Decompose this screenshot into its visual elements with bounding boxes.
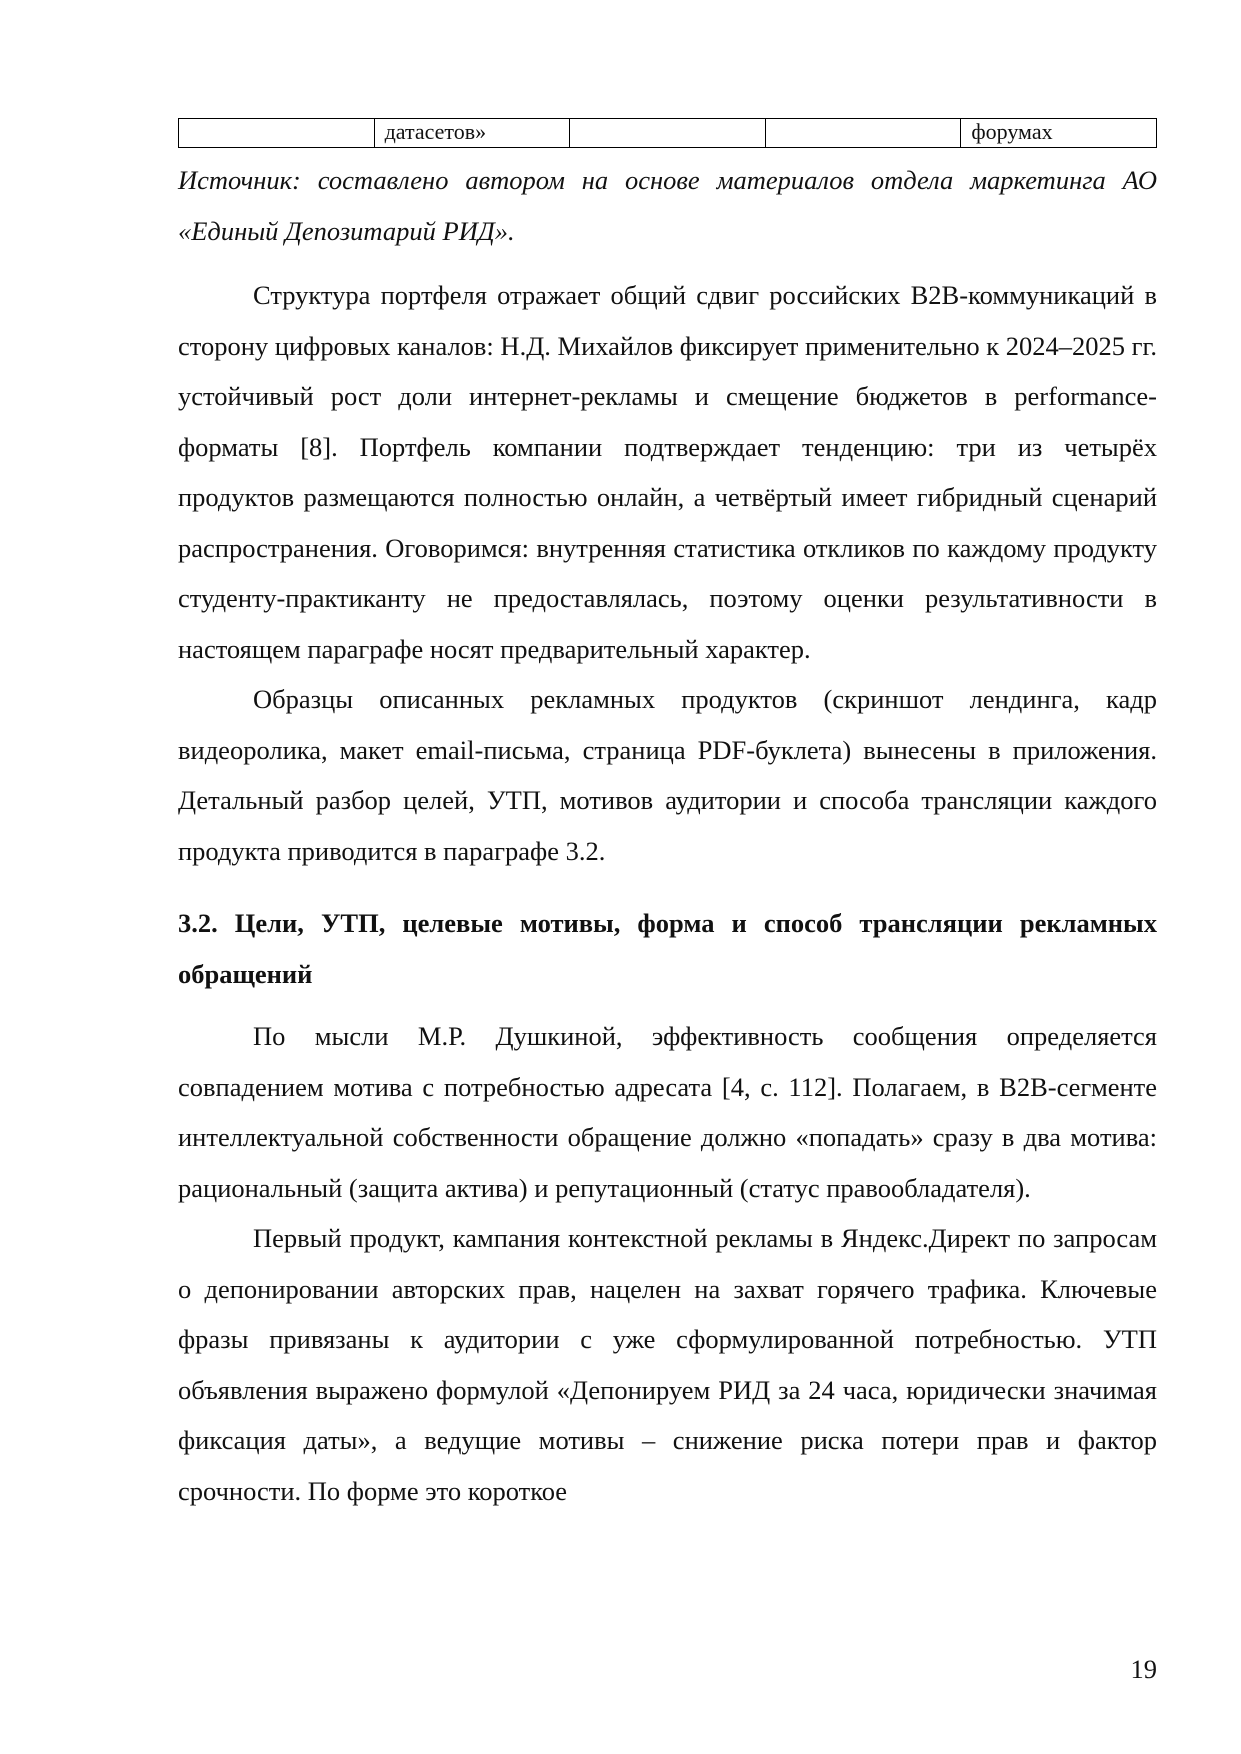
table-cell: форумах [961,119,1157,148]
body-paragraph: По мысли М.Р. Душкиной, эффективность сообщения определяется совпадением мотива с потребностью адресата [4, с. 112]. Полагаем, в B2B-сегменте интеллектуальной собственности обращение должно «попадать» сразу в два мотива: рациональный (защита актива) и репутационный (статус правообладателя). [178,1021,1157,1203]
body-paragraph: Структура портфеля отражает общий сдвиг российских B2B-коммуникаций в сторону цифровых каналов: Н.Д. Михайлов фиксирует применительно к 2024–2025 гг. устойчивый рост доли интернет-рекламы и смещение бюджетов в performance-форматы [8]. Портфель компании подтверждает тенденцию: три из четырёх продуктов размещаются полностью онлайн, а четвёртый имеет гибридный сценарий распространения. Оговоримся: внутренняя статистика откликов по каждому продукту студенту-практиканту не предоставлялась, поэтому оценки результативности в настоящем параграфе носят предварительный характер. [178,280,1157,664]
table-source-note: Источник: составлено автором на основе материалов отдела маркетинга АО «Единый Депозитарий РИД». [178,165,1157,246]
page-number: 19 [1130,1654,1157,1684]
body-paragraph: Образцы описанных рекламных продуктов (скриншот лендинга, кадр видеоролика, макет email-письма, страница PDF-буклета) вынесены в приложения. Детальный разбор целей, УТП, мотивов аудитории и способа трансляции каждого продукта приводится в параграфе 3.2. [178,684,1157,866]
document-page [178,118,1157,1516]
table-cell: датасетов» [374,119,570,148]
section-heading: 3.2. Цели, УТП, целевые мотивы, форма и способ трансляции рекламных обращений [178,908,1157,989]
table-cell [570,119,766,148]
table-row [179,119,1157,148]
table-cell [765,119,961,148]
table-cell [179,119,375,148]
body-paragraph: Первый продукт, кампания контекстной рекламы в Яндекс.Директ по запросам о депонировании авторских прав, нацелен на захват горячего трафика. Ключевые фразы привязаны к аудитории с уже сформулированной потребностью. УТП объявления выражено формулой «Депонируем РИД за 24 часа, юридически значимая фиксация даты», а ведущие мотивы – снижение риска потери прав и фактор срочности. По форме это короткое [178,1223,1157,1506]
continued-table [178,118,1157,148]
